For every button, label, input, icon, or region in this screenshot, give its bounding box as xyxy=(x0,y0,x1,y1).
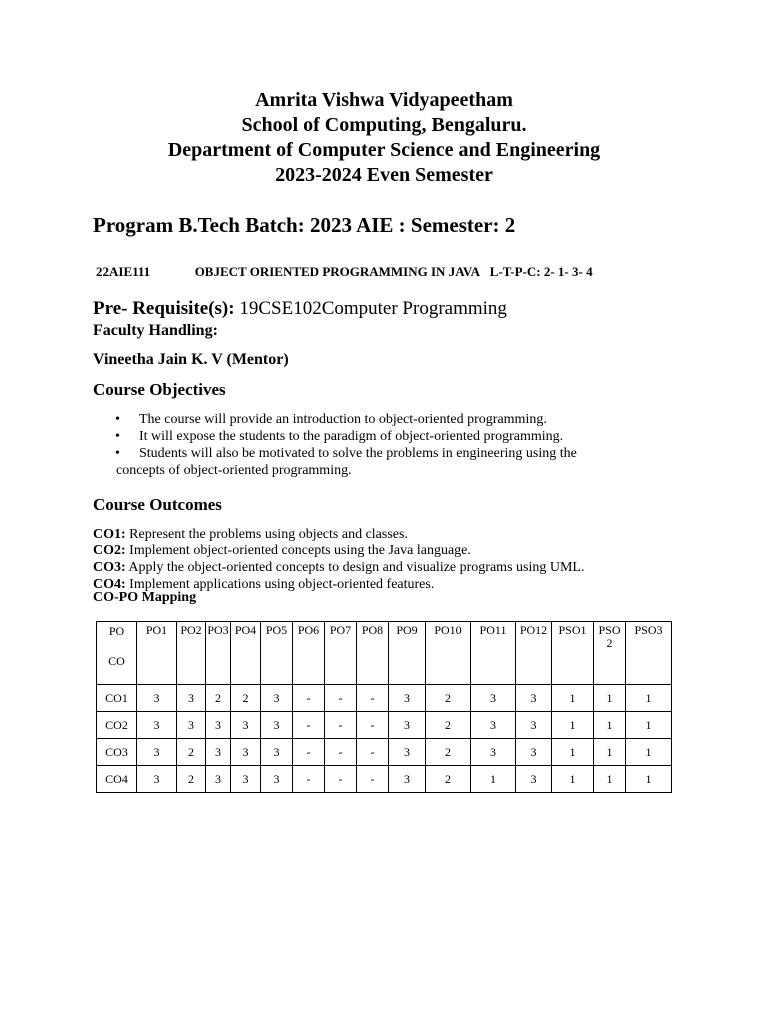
table-row xyxy=(97,685,672,712)
table-cell: 2 xyxy=(231,685,261,712)
table-cell: 1 xyxy=(594,685,626,712)
course-ltpc: L-T-P-C: 2- 1- 3- 4 xyxy=(489,264,593,279)
table-cell: 3 xyxy=(471,685,516,712)
table-cell: 1 xyxy=(552,766,594,793)
column-header: PO6 xyxy=(293,622,325,685)
table-row xyxy=(97,739,672,766)
table-cell: 1 xyxy=(552,739,594,766)
column-header: PO12 xyxy=(516,622,552,685)
column-header: PO1 xyxy=(137,622,177,685)
table-cell: 3 xyxy=(177,685,206,712)
row-header: CO3 xyxy=(97,739,137,766)
department-name: Department of Computer Science and Engineering xyxy=(167,139,601,161)
table-cell: 3 xyxy=(389,685,426,712)
mapping-heading: CO-PO Mapping xyxy=(93,590,197,605)
table-cell: - xyxy=(293,766,325,793)
school-name: School of Computing, Bengaluru. xyxy=(241,114,527,136)
column-header: PO7 xyxy=(325,622,357,685)
table-cell: 3 xyxy=(389,766,426,793)
column-header: PO5 xyxy=(261,622,293,685)
row-header: CO4 xyxy=(97,766,137,793)
outcome-item: CO3: Apply the object-oriented concepts to design and visualize programs using UML. xyxy=(93,560,585,575)
course-title: OBJECT ORIENTED PROGRAMMING IN JAVA xyxy=(194,264,480,279)
objective-item: • Students will also be motivated to solve the problems in engineering using the xyxy=(93,445,577,462)
column-header: PO4 xyxy=(231,622,261,685)
table-cell: 3 xyxy=(137,739,177,766)
table-cell: 1 xyxy=(471,766,516,793)
column-header: PO8 xyxy=(357,622,389,685)
table-cell: 2 xyxy=(426,766,471,793)
table-row xyxy=(97,712,672,739)
outcomes-heading: Course Outcomes xyxy=(93,495,222,514)
column-header: PSO3 xyxy=(626,622,672,685)
outcome-item: CO2: Implement object-oriented concepts using the Java language. xyxy=(93,543,471,558)
course-code: 22AIE111 xyxy=(96,264,151,279)
table-cell: 1 xyxy=(594,766,626,793)
table-cell: 3 xyxy=(261,685,293,712)
row-header: CO2 xyxy=(97,712,137,739)
table-cell: 3 xyxy=(516,739,552,766)
table-cell: 2 xyxy=(177,739,206,766)
column-header: PO9 xyxy=(389,622,426,685)
table-cell: - xyxy=(357,766,389,793)
table-cell: 3 xyxy=(516,685,552,712)
program-line: Program B.Tech Batch: 2023 AIE : Semester: 2 xyxy=(93,213,516,237)
table-cell: 3 xyxy=(389,739,426,766)
column-header: PO2 xyxy=(177,622,206,685)
table-cell: 3 xyxy=(206,739,231,766)
course-line xyxy=(96,264,593,280)
column-header: PSO1 xyxy=(552,622,594,685)
bullet-icon: • xyxy=(115,446,120,461)
column-header: PO3 xyxy=(206,622,231,685)
table-cell: 2 xyxy=(426,739,471,766)
semester-label: 2023-2024 Even Semester xyxy=(275,164,493,186)
row-header: CO1 xyxy=(97,685,137,712)
corner-co-label: CO xyxy=(97,652,137,685)
table-cell: 3 xyxy=(471,739,516,766)
table-cell: 3 xyxy=(177,712,206,739)
table-cell: - xyxy=(357,685,389,712)
objective-item-continuation: concepts of object-oriented programming. xyxy=(116,463,352,478)
table-cell: 3 xyxy=(137,766,177,793)
table-cell: 3 xyxy=(231,739,261,766)
table-cell: - xyxy=(293,712,325,739)
objective-item: • It will expose the students to the paradigm of object-oriented programming. xyxy=(93,428,563,445)
table-cell: - xyxy=(325,766,357,793)
table-cell: 3 xyxy=(261,712,293,739)
table-cell: 3 xyxy=(261,739,293,766)
prerequisite-label: Pre- Requisite(s): xyxy=(93,298,235,319)
table-cell: 3 xyxy=(206,712,231,739)
table-cell: 3 xyxy=(516,766,552,793)
table-cell: - xyxy=(357,712,389,739)
table-cell: 2 xyxy=(206,685,231,712)
outcome-item: CO1: Represent the problems using objects and classes. xyxy=(93,527,408,542)
prerequisite-value: 19CSE102Computer Programming xyxy=(239,298,507,319)
table-cell: - xyxy=(325,712,357,739)
column-header: PSO 2 xyxy=(594,622,626,685)
faculty-heading: Faculty Handling: xyxy=(93,322,218,339)
table-cell: 3 xyxy=(261,766,293,793)
table-cell: 3 xyxy=(231,766,261,793)
co-po-mapping-table xyxy=(96,621,672,793)
objective-item: • The course will provide an introduction to object-oriented programming. xyxy=(93,411,547,428)
university-name: Amrita Vishwa Vidyapeetham xyxy=(255,89,513,111)
table-cell: 2 xyxy=(426,685,471,712)
table-cell: 1 xyxy=(626,766,672,793)
table-cell: 1 xyxy=(594,739,626,766)
corner-po-label: PO xyxy=(97,622,137,652)
table-cell: - xyxy=(293,739,325,766)
table-cell: 3 xyxy=(137,685,177,712)
column-header: PO10 xyxy=(426,622,471,685)
objectives-heading: Course Objectives xyxy=(93,380,226,399)
table-cell: 1 xyxy=(594,712,626,739)
table-cell: 3 xyxy=(137,712,177,739)
table-cell: 1 xyxy=(626,712,672,739)
table-cell: - xyxy=(325,739,357,766)
table-row xyxy=(97,766,672,793)
table-cell: 3 xyxy=(206,766,231,793)
table-cell: 2 xyxy=(177,766,206,793)
table-cell: 3 xyxy=(389,712,426,739)
prerequisite xyxy=(93,298,507,320)
table-cell: - xyxy=(357,739,389,766)
table-cell: - xyxy=(325,685,357,712)
faculty-name: Vineetha Jain K. V (Mentor) xyxy=(93,351,289,368)
bullet-icon: • xyxy=(115,429,120,444)
table-cell: 3 xyxy=(471,712,516,739)
table-cell: 3 xyxy=(516,712,552,739)
table-cell: 1 xyxy=(626,685,672,712)
outcome-item: CO4: Implement applications using object-oriented features. xyxy=(93,577,435,592)
table-cell: - xyxy=(293,685,325,712)
document-header xyxy=(0,88,768,188)
table-cell: 3 xyxy=(231,712,261,739)
table-cell: 1 xyxy=(552,685,594,712)
table-cell: 2 xyxy=(426,712,471,739)
table-cell: 1 xyxy=(552,712,594,739)
bullet-icon: • xyxy=(115,412,120,427)
column-header: PO11 xyxy=(471,622,516,685)
table-cell: 1 xyxy=(626,739,672,766)
